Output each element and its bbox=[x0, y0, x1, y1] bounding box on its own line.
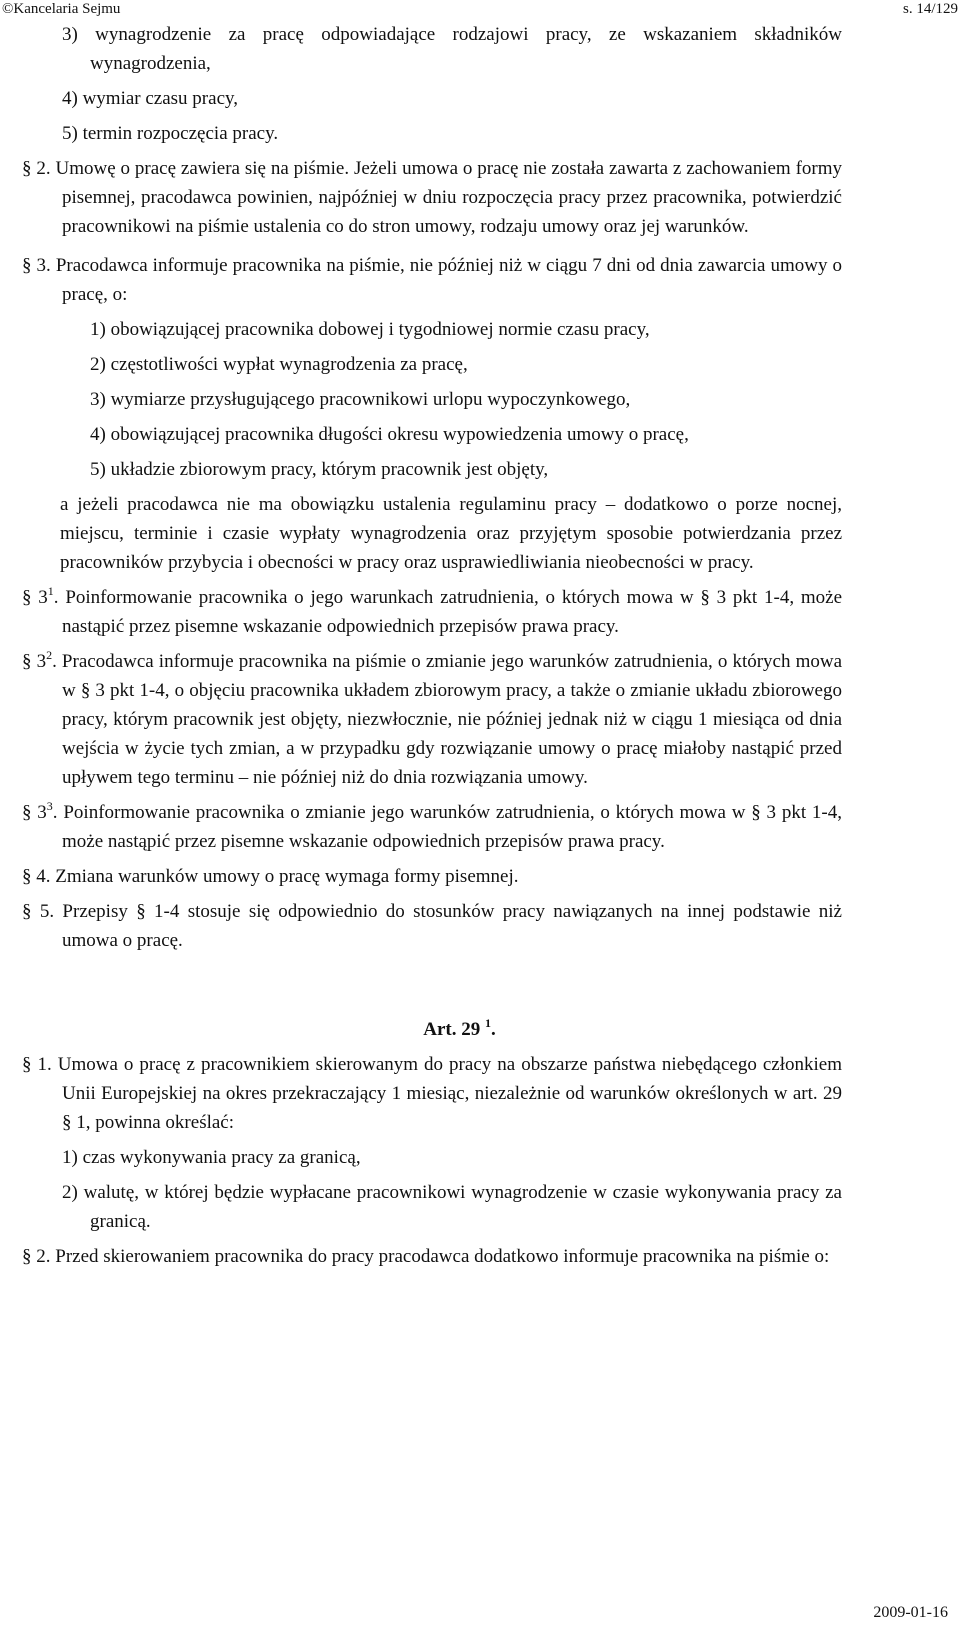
paragraph-3-2-sup: 2 bbox=[46, 648, 53, 662]
header-publisher: ©Kancelaria Sejmu bbox=[2, 1, 121, 17]
footer-date: 2009-01-16 bbox=[873, 1604, 948, 1621]
paragraph-3-1 bbox=[22, 583, 842, 641]
paragraph-3-2 bbox=[22, 647, 842, 792]
paragraph-3-3-text: . Poinformowanie pracownika o zmianie jego warunków zatrudnienia, o których mowa w § 3 pkt 1-4, może nastąpić przez pisemne wskazanie odpowiednich przepisów prawa pracy. bbox=[52, 802, 842, 852]
header-page-number: s. 14/129 bbox=[902, 1, 958, 17]
paragraph-3-item-3: 3) wymiarze przysługującego pracownikowi urlopu wypoczynkowego, bbox=[90, 389, 631, 410]
paragraph-3-1-label: § 3 bbox=[22, 587, 48, 608]
paragraph-3-2-label: § 3 bbox=[22, 651, 47, 672]
paragraph-3-3-sup: 3 bbox=[46, 799, 53, 813]
article-heading-dot: . bbox=[490, 1019, 496, 1040]
paragraph-3: § 3. Pracodawca informuje pracownika na piśmie, nie później niż w ciągu 7 dni od dnia zawarcia umowy o pracę, o: bbox=[22, 255, 842, 305]
paragraph-3-item-4: 4) obowiązującej pracownika długości okresu wypowiedzenia umowy o pracę, bbox=[90, 424, 689, 445]
article-paragraph-1-item-1: 1) czas wykonywania pracy za granicą, bbox=[62, 1147, 361, 1168]
paragraph-3-item-2: 2) częstotliwości wypłat wynagrodzenia za pracę, bbox=[90, 354, 468, 375]
paragraph-3-3 bbox=[22, 798, 842, 856]
paragraph-3-1-text: . Poinformowanie pracownika o jego warunkach zatrudnienia, o których mowa w § 3 pkt 1-4, może nastąpić przez pisemne wskazanie odpowiednich przepisów prawa pracy. bbox=[53, 587, 843, 637]
article-heading bbox=[22, 1015, 842, 1044]
list-item-5: 5) termin rozpoczęcia pracy. bbox=[62, 123, 279, 144]
paragraph-4: § 4. Zmiana warunków umowy o pracę wymaga formy pisemnej. bbox=[22, 866, 519, 887]
paragraph-3-item-1: 1) obowiązującej pracownika dobowej i tygodniowej normie czasu pracy, bbox=[90, 319, 650, 340]
paragraph-5: § 5. Przepisy § 1-4 stosuje się odpowiednio do stosunków pracy nawiązanych na innej podstawie niż umowa o pracę. bbox=[22, 901, 842, 951]
paragraph-3-tail: a jeżeli pracodawca nie ma obowiązku ustalenia regulaminu pracy – dodatkowo o porze nocnej, miejscu, terminie i czasie wypłaty wynagrodzenia oraz przyjętym sposobie potwierdzania przez pracowników przybycia i obecności w pracy oraz usprawiedliwiania nieobecności w pracy. bbox=[60, 494, 842, 573]
article-heading-label: Art. 29 bbox=[423, 1019, 481, 1040]
article-paragraph-1: § 1. Umowa o pracę z pracownikiem skierowanym do pracy na obszarze państwa niebędącego członkiem Unii Europejskiej na okres przekraczający 1 miesiąc, niezależnie od warunków określonych w art. 29 § 1, powinna określać: bbox=[22, 1054, 842, 1133]
list-item-4: 4) wymiar czasu pracy, bbox=[62, 88, 239, 109]
paragraph-3-2-text: . Pracodawca informuje pracownika na piśmie o zmianie jego warunków zatrudnienia, o których mowa w § 3 pkt 1-4, o objęciu pracownika układem zbiorowym pracy, a także o zmianie układu zbiorowego pracy, którym pracownik jest objęty, niezwłocznie, nie później jednak niż w ciągu 1 miesiąca od dnia wejścia w życie tych zmian, a w przypadku gdy rozwiązanie umowy o pracę miałoby nastąpić przed upływem tego terminu – nie później niż do dnia rozwiązania umowy. bbox=[52, 651, 842, 788]
article-paragraph-2: § 2. Przed skierowaniem pracownika do pracy pracodawca dodatkowo informuje pracownika na piśmie o: bbox=[22, 1246, 830, 1267]
paragraph-2: § 2. Umowę o pracę zawiera się na piśmie. Jeżeli umowa o pracę nie została zawarta z zachowaniem formy pisemnej, pracodawca powinien, najpóźniej w dniu rozpoczęcia pracy przez pracownika, potwierdzić pracownikowi na piśmie ustalenia co do stron umowy, rodzaju umowy oraz jej warunków. bbox=[22, 158, 842, 237]
paragraph-3-1-sup: 1 bbox=[47, 584, 54, 598]
document-body bbox=[22, 20, 842, 1271]
list-item-3: 3) wynagrodzenie za pracę odpowiadające rodzajowi pracy, ze wskazaniem składników wynagrodzenia, bbox=[62, 24, 842, 74]
article-heading-sup: 1 bbox=[484, 1016, 491, 1030]
paragraph-3-item-5: 5) układzie zbiorowym pracy, którym pracownik jest objęty, bbox=[90, 459, 549, 480]
paragraph-3-3-label: § 3 bbox=[22, 802, 47, 823]
article-paragraph-1-item-2: 2) walutę, w której będzie wypłacane pracownikowi wynagrodzenie w czasie wykonywania pracy za granicą. bbox=[62, 1182, 842, 1232]
